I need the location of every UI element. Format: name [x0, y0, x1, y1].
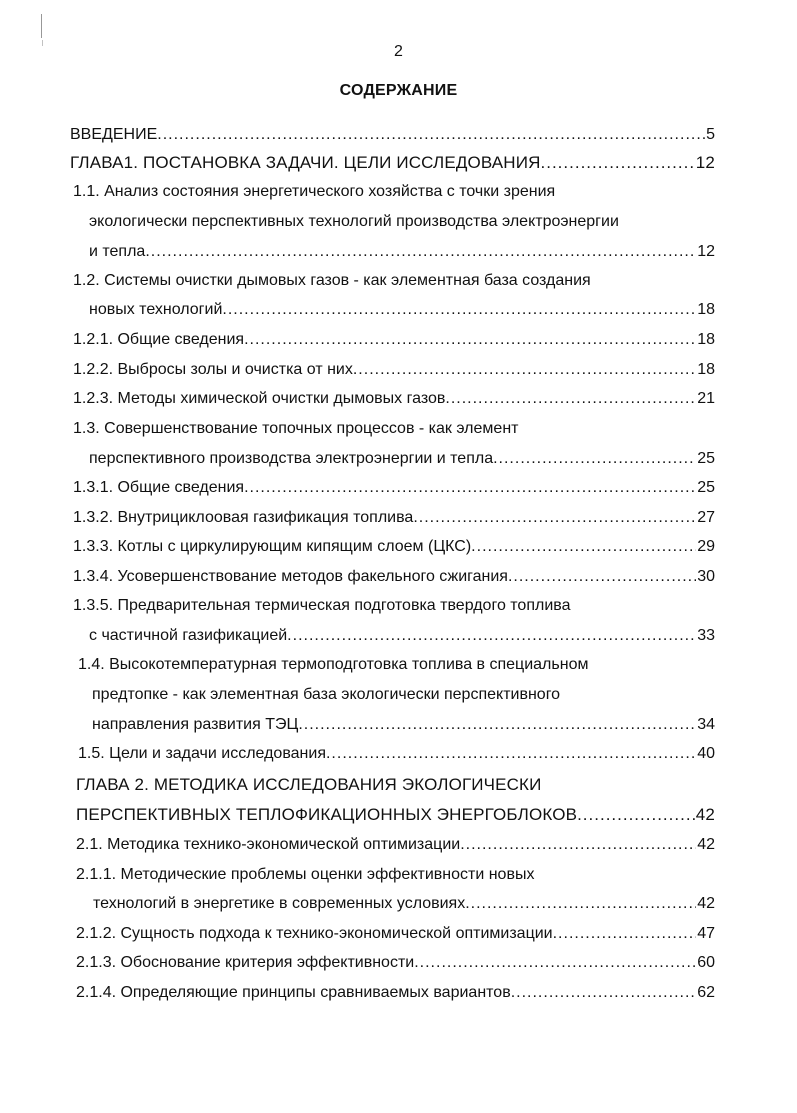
toc-entry-1-2[interactable]: [89, 301, 715, 319]
toc-entry-page: 47: [697, 925, 715, 942]
toc-entry-title: 1.3.3. Котлы с циркулирующим кипящим слоем (ЦКС): [73, 538, 472, 555]
toc-entry-title-line: 1.3.5. Предварительная термическая подготовка твердого топлива: [73, 597, 571, 614]
toc-entry-title: технологий в энергетике в современных условиях: [93, 895, 466, 912]
scan-artifact-mark: [41, 14, 44, 38]
toc-entry-title: 2.1. Методика технико-экономической оптимизации: [76, 836, 461, 853]
toc-leader-dots: [298, 716, 696, 734]
toc-leader-dots: [460, 836, 696, 854]
toc-entry-page: 42: [697, 895, 715, 912]
toc-entry-page: 40: [697, 745, 715, 762]
toc-leader-dots: [541, 153, 695, 173]
toc-entry-title: 1.5. Цели и задачи исследования: [78, 745, 326, 762]
toc-entry-title-line: 1.4. Высокотемпературная термоподготовка топлива в специальном: [78, 656, 589, 673]
toc-entry-title: ПЕРСПЕКТИВНЫХ ТЕПЛОФИКАЦИОННЫХ ЭНЕРГОБЛОКОВ: [76, 805, 578, 824]
toc-entry-page: 12: [697, 243, 715, 260]
toc-entry-2-1[interactable]: [76, 836, 715, 854]
page-number: 2: [394, 43, 403, 60]
toc-entry-title: 2.1.3. Обоснование критерия эффективности: [76, 954, 415, 971]
toc-entry-page: 42: [695, 805, 715, 824]
toc-entry-1-3-4[interactable]: [73, 568, 715, 586]
toc-leader-dots: [287, 627, 696, 645]
toc-entry-1-2-3[interactable]: [73, 390, 715, 408]
toc-entry-title: с частичной газификацией: [89, 627, 288, 644]
toc-entry-chapter-2[interactable]: [76, 805, 715, 825]
toc-entry-2-1-3[interactable]: [76, 954, 715, 972]
toc-entry-1-2-1[interactable]: [73, 331, 715, 349]
toc-leader-dots: [222, 301, 696, 319]
page-title: СОДЕРЖАНИЕ: [339, 82, 458, 99]
toc-entry-1-3[interactable]: [89, 450, 715, 468]
toc-entry-title: 1.3.2. Внутрициклоовая газификация топлива: [73, 509, 414, 526]
toc-entry-page: 18: [697, 331, 715, 348]
toc-leader-dots: [553, 925, 697, 943]
toc-entry-page: 42: [697, 836, 715, 853]
toc-entry-2-1-4[interactable]: [76, 984, 715, 1002]
toc-entry-page: 60: [697, 954, 715, 971]
toc-entry-title: 2.1.4. Определяющие принципы сравниваемых вариантов: [76, 984, 511, 1001]
toc-entry-title-line: 1.2. Системы очистки дымовых газов - как элементная база создания: [73, 272, 591, 289]
toc-entry-title-line: предтопке - как элементная база экологически перспективного: [92, 686, 561, 703]
toc-entry-page: 21: [697, 390, 715, 407]
toc-entry-title-line: 2.1.1. Методические проблемы оценки эффективности новых: [76, 866, 535, 883]
toc-entry-title: 1.3.4. Усовершенствование методов факельного сжигания: [73, 568, 508, 585]
toc-entry-1-4[interactable]: [92, 716, 715, 734]
toc-entry-title: 1.2.3. Методы химической очистки дымовых газов: [73, 390, 446, 407]
toc-entry-page: 62: [697, 984, 715, 1001]
toc-entry-title: ВВЕДЕНИЕ: [70, 126, 158, 143]
toc-entry-title: и тепла: [89, 243, 146, 260]
toc-entry-page: 25: [697, 450, 715, 467]
toc-entry-page: 29: [697, 538, 715, 555]
toc-leader-dots: [493, 450, 696, 468]
toc-entry-1-3-5[interactable]: [89, 627, 715, 645]
toc-leader-dots: [413, 509, 696, 527]
toc-entry-1-3-2[interactable]: [73, 509, 715, 527]
toc-entry-1-1[interactable]: [89, 243, 715, 261]
toc-entry-title: ГЛАВА1. ПОСТАНОВКА ЗАДАЧИ. ЦЕЛИ ИССЛЕДОВАНИЯ: [70, 153, 541, 172]
toc-leader-dots: [244, 331, 696, 349]
toc-leader-dots: [445, 390, 696, 408]
toc-leader-dots: [145, 243, 696, 261]
toc-entry-title-line: 1.3. Совершенствование топочных процессов - как элемент: [73, 420, 519, 437]
toc-entry-2-1-2[interactable]: [76, 925, 715, 943]
toc-leader-dots: [353, 361, 696, 379]
toc-entry-page: 12: [695, 153, 715, 172]
toc-entry-page: 30: [697, 568, 715, 585]
toc-entry-title: 1.2.2. Выбросы золы и очистка от них: [73, 361, 353, 378]
toc-entry-2-1-1[interactable]: [93, 895, 715, 913]
toc-entry-page: 33: [697, 627, 715, 644]
toc-leader-dots: [326, 745, 696, 763]
toc-leader-dots: [244, 479, 696, 497]
toc-leader-dots: [471, 538, 696, 556]
toc-entry-page: 18: [697, 361, 715, 378]
toc-leader-dots: [465, 895, 696, 913]
toc-leader-dots: [508, 568, 696, 586]
toc-entry-title: 1.3.1. Общие сведения: [73, 479, 245, 496]
toc-entry-page: 18: [697, 301, 715, 318]
toc-entry-1-5[interactable]: [78, 745, 715, 763]
toc-entry-page: 25: [697, 479, 715, 496]
toc-entry-title-line: экологически перспективных технологий производства электроэнергии: [89, 213, 619, 230]
toc-leader-dots: [577, 805, 695, 825]
toc-entry-title: 1.2.1. Общие сведения: [73, 331, 245, 348]
toc-entry-1-2-2[interactable]: [73, 361, 715, 379]
toc-entry-1-3-1[interactable]: [73, 479, 715, 497]
toc-leader-dots: [511, 984, 697, 1002]
toc-entry-title-line: 1.1. Анализ состояния энергетического хозяйства с точки зрения: [73, 183, 556, 200]
toc-entry-1-3-3[interactable]: [73, 538, 715, 556]
toc-entry-page: 27: [697, 509, 715, 526]
toc-entry-page: 34: [697, 716, 715, 733]
toc-leader-dots: [414, 954, 696, 972]
toc-entry-title-line: ГЛАВА 2. МЕТОДИКА ИССЛЕДОВАНИЯ ЭКОЛОГИЧЕСКИ: [76, 775, 542, 794]
toc-entry-chapter-1[interactable]: [70, 153, 715, 173]
toc-entry-title: новых технологий: [89, 301, 223, 318]
toc-entry-introduction[interactable]: [70, 126, 715, 144]
toc-leader-dots: [157, 126, 705, 144]
toc-entry-title: направления развития ТЭЦ: [92, 716, 299, 733]
toc-entry-title: 2.1.2. Сущность подхода к технико-экономической оптимизации: [76, 925, 553, 942]
toc-entry-title: перспективного производства электроэнергии и тепла: [89, 450, 494, 467]
toc-entry-page: 5: [706, 126, 715, 143]
